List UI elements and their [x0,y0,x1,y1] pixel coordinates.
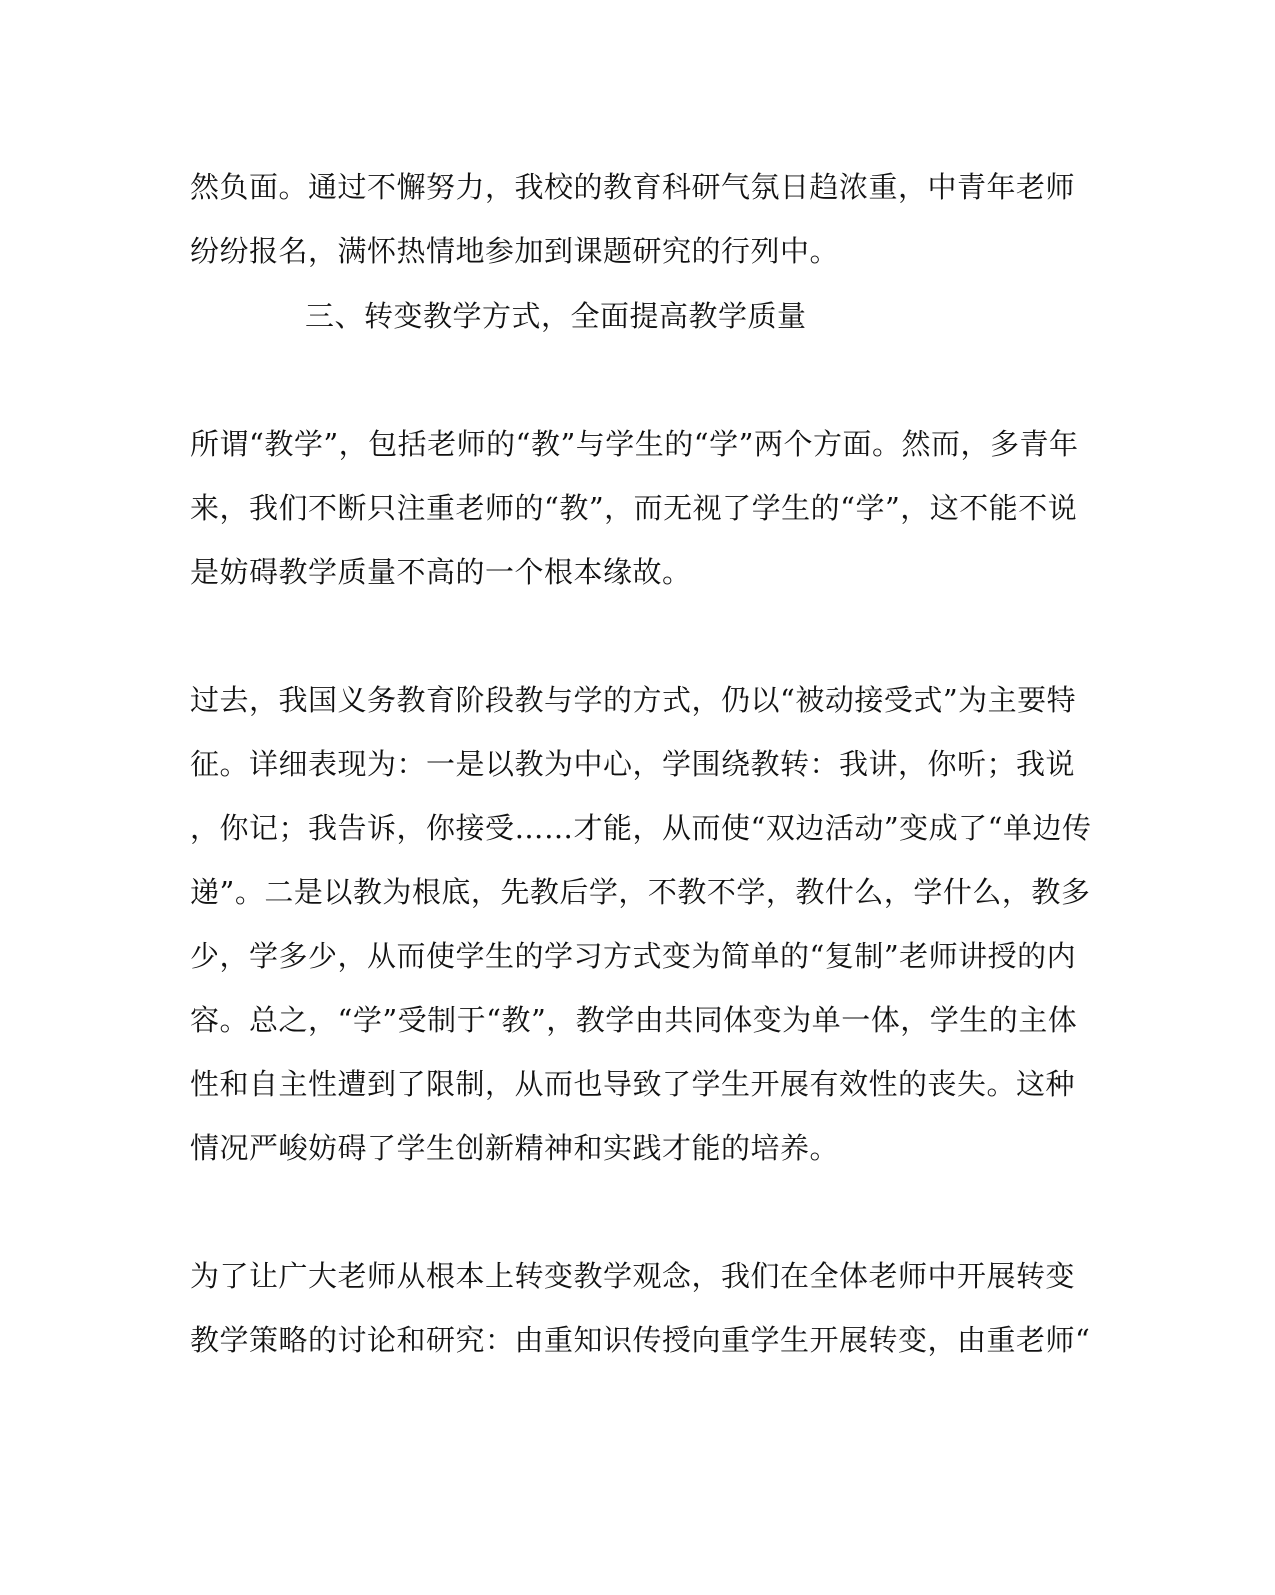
paragraph-line: 少，学多少，从而使学生的学习方式变为简单的“复制”老师讲授的内 [190,939,1077,973]
paragraph-line: 纷纷报名，满怀热情地参加到课题研究的行列中。 [190,234,840,268]
paragraph-line: 为了让广大老师从根本上转变教学观念，我们在全体老师中开展转变 [190,1259,1076,1293]
paragraph-line: 教学策略的讨论和研究：由重知识传授向重学生开展转变，由重老师“ [190,1323,1091,1357]
paragraph-line: 来，我们不断只注重老师的“教”，而无视了学生的“学”，这不能不说 [190,491,1078,525]
paragraph-line: 容。总之，“学”受制于“教”，教学由共同体变为单一体，学生的主体 [190,1003,1078,1037]
paragraph-line: 是妨碍教学质量不高的一个根本缘故。 [190,555,692,589]
paragraph-line: 然负面。通过不懈努力，我校的教育科研气氛日趋浓重，中青年老师 [190,170,1076,204]
paragraph-line: 性和自主性遭到了限制，从而也导致了学生开展有效性的丧失。这种 [190,1067,1076,1101]
paragraph-line: ，你记；我告诉，你接受……才能，从而使“双边活动”变成了“单边传 [190,811,1092,845]
paragraph-line: 征。详细表现为：一是以教为中心，学围绕教转：我讲，你听；我说 [190,747,1076,781]
paragraph-line: 情况严峻妨碍了学生创新精神和实践才能的培养。 [190,1131,840,1165]
paragraph-line: 递”。二是以教为根底，先教后学，不教不学，教什么，学什么，教多 [190,875,1091,909]
paragraph-line: 过去，我国义务教育阶段教与学的方式，仍以“被动接受式”为主要特 [190,683,1077,717]
paragraph-line: 所谓“教学”，包括老师的“教”与学生的“学”两个方面。然而，多青年 [190,427,1079,461]
section-heading: 三、转变教学方式，全面提高教学质量 [305,299,807,333]
